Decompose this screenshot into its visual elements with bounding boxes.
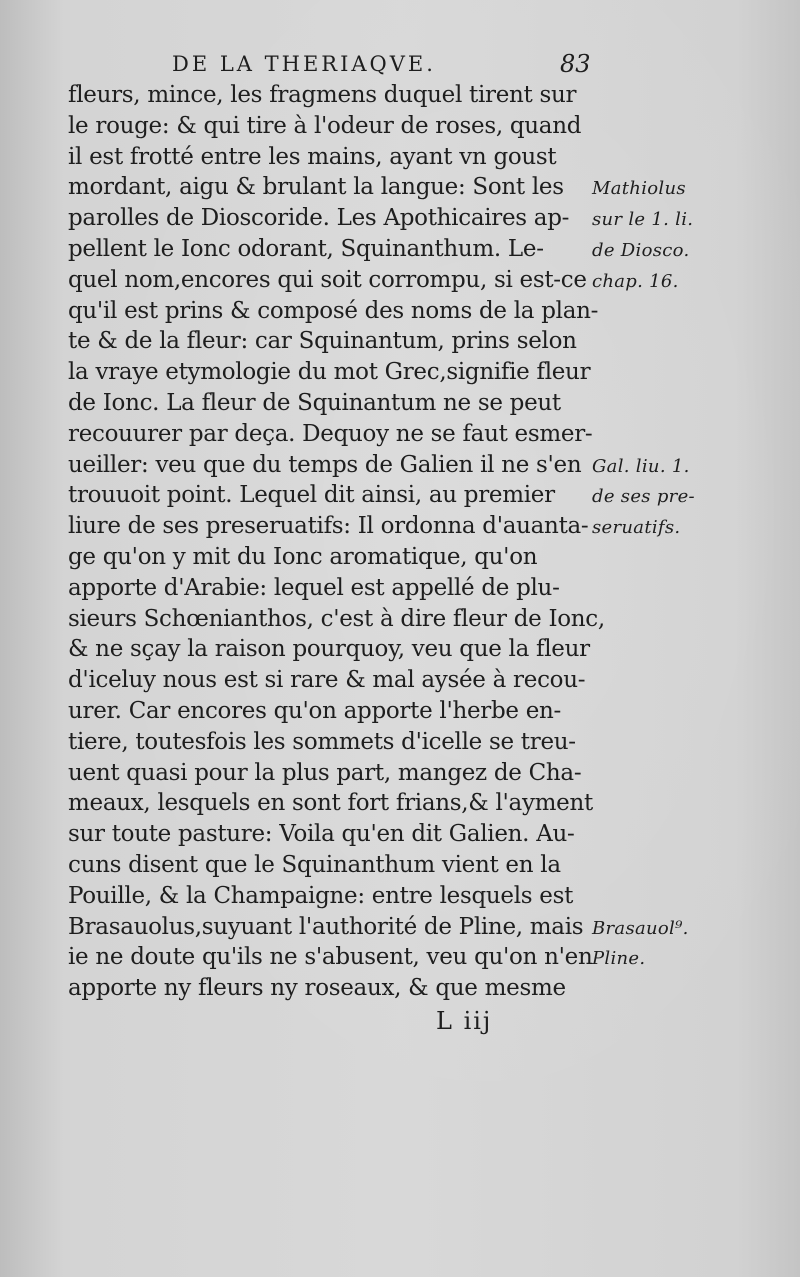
text-line: ueiller: veu que du temps de Galien il ne s'en	[68, 451, 582, 478]
text-line: ge qu'on y mit du Ionc aromatique, qu'on	[68, 543, 538, 570]
text-line: fleurs, mince, les fragmens duquel tirent sur	[68, 82, 577, 108]
text-line: qu'il est prins & composé des noms de la plan-	[68, 297, 599, 324]
text-line: d'iceluy nous est si rare & mal aysée à recou-	[68, 667, 586, 694]
text-line: mordant, aigu & brulant la langue: Sont les	[68, 174, 564, 201]
margin-note: Pline.	[592, 948, 646, 970]
margin-note: seruatifs.	[592, 517, 681, 539]
text-line: de Ionc. La fleur de Squinantum ne se peut	[68, 389, 561, 416]
text-line: Brasauolus,suyuant l'authorité de Pline, mais	[68, 913, 584, 940]
text-line: meaux, lesquels en sont fort frians,& l'ayment	[68, 790, 593, 817]
text-line: le rouge: & qui tire à l'odeur de roses, quand	[68, 112, 582, 139]
text-line: apporte ny fleurs ny roseaux, & que mesme	[68, 975, 566, 1002]
signature-mark: L iij	[436, 1007, 493, 1035]
margin-note: chap. 16.	[592, 270, 679, 292]
running-title: DE LA THERIAQVE.	[172, 52, 436, 76]
text-line: ie ne doute qu'ils ne s'abusent, veu qu'on n'en	[68, 944, 593, 971]
text-line: il est frotté entre les mains, ayant vn goust	[68, 143, 557, 170]
margin-note: Gal. liu. 1.	[592, 455, 690, 477]
text-line: trouuoit point. Lequel dit ainsi, au premier	[68, 482, 555, 509]
text-line: liure de ses preseruatifs: Il ordonna d'auanta-	[68, 513, 589, 540]
text-line: tiere, toutesfois les sommets d'icelle se treu-	[68, 728, 576, 755]
margin-note: sur le 1. li.	[592, 209, 694, 231]
text-line: te & de la fleur: car Squinantum, prins selon	[68, 328, 577, 355]
text-line: quel nom,encores qui soit corrompu, si est-ce	[68, 266, 587, 293]
text-line: & ne sçay la raison pourquoy, veu que la fleur	[68, 636, 590, 663]
text-line: sieurs Schœnianthos, c'est à dire fleur de Ionc,	[68, 605, 605, 632]
text-line: cuns disent que le Squinanthum vient en la	[68, 851, 561, 878]
page-number: 83	[560, 50, 591, 78]
margin-note: Mathiolus	[592, 178, 686, 200]
margin-note: Brasauol⁹.	[592, 917, 689, 939]
text-line: urer. Car encores qu'on apporte l'herbe en-	[68, 697, 562, 724]
text-line: apporte d'Arabie: lequel est appellé de plu-	[68, 574, 560, 601]
text-line: la vraye etymologie du mot Grec,signifie fleur	[68, 359, 591, 386]
text-line: recouurer par deça. Dequoy ne se faut esmer-	[68, 420, 593, 447]
text-line: pellent le Ionc odorant, Squinanthum. Le-	[68, 235, 544, 262]
margin-note: de ses pre-	[592, 486, 695, 508]
text-line: uent quasi pour la plus part, mangez de Cha-	[68, 759, 582, 786]
text-line: parolles de Dioscoride. Les Apothicaires ap-	[68, 205, 570, 232]
margin-note: de Diosco.	[592, 240, 690, 261]
text-line: Pouille, & la Champaigne: entre lesquels est	[68, 882, 574, 909]
text-line: sur toute pasture: Voila qu'en dit Galien. Au-	[68, 821, 575, 848]
main-text-block	[68, 80, 608, 1004]
